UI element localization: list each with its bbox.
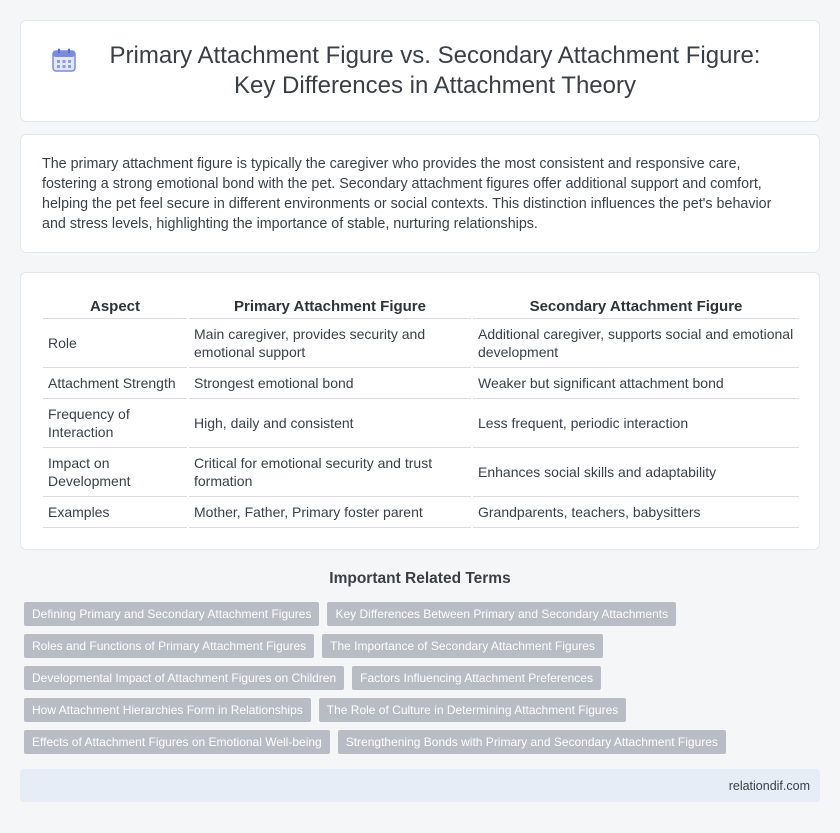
related-term-tag[interactable]: Roles and Functions of Primary Attachment Figures bbox=[24, 634, 314, 658]
related-term-tag[interactable]: The Role of Culture in Determining Attachment Figures bbox=[319, 698, 626, 722]
related-term-tag[interactable]: Key Differences Between Primary and Secondary Attachments bbox=[327, 602, 676, 626]
table-row bbox=[43, 447, 799, 496]
related-terms-list bbox=[24, 602, 824, 762]
table-cell: Strongest emotional bond bbox=[188, 367, 472, 398]
table-row bbox=[43, 367, 799, 398]
related-term-tag[interactable]: Factors Influencing Attachment Preferences bbox=[352, 666, 601, 690]
table-row bbox=[43, 318, 799, 367]
footer bbox=[20, 769, 820, 802]
intro-card bbox=[20, 134, 820, 253]
comparison-table bbox=[43, 296, 799, 528]
column-header-aspect: Aspect bbox=[43, 296, 188, 318]
page-title: Primary Attachment Figure vs. Secondary Attachment Figure: Key Differences in Attachment Theory bbox=[109, 42, 761, 99]
related-term-tag[interactable]: Strengthening Bonds with Primary and Secondary Attachment Figures bbox=[338, 730, 726, 754]
table-cell: Critical for emotional security and trust formation bbox=[188, 447, 472, 496]
table-cell: High, daily and consistent bbox=[188, 398, 472, 447]
table-cell: Weaker but significant attachment bond bbox=[472, 367, 799, 398]
table-cell: Enhances social skills and adaptability bbox=[472, 447, 799, 496]
table-row bbox=[43, 398, 799, 447]
related-term-tag[interactable]: Defining Primary and Secondary Attachment Figures bbox=[24, 602, 319, 626]
table-cell: Role bbox=[43, 318, 188, 367]
column-header-secondary: Secondary Attachment Figure bbox=[472, 296, 799, 318]
table-cell: Less frequent, periodic interaction bbox=[472, 398, 799, 447]
table-cell: Grandparents, teachers, babysitters bbox=[472, 496, 799, 527]
table-cell: Additional caregiver, supports social and emotional development bbox=[472, 318, 799, 367]
table-row bbox=[43, 496, 799, 527]
table-cell: Mother, Father, Primary foster parent bbox=[188, 496, 472, 527]
column-header-primary: Primary Attachment Figure bbox=[188, 296, 472, 318]
footer-site-link[interactable]: relationdif.com bbox=[728, 778, 810, 793]
table-header-row bbox=[43, 296, 799, 318]
header-card bbox=[20, 20, 820, 122]
related-term-tag[interactable]: How Attachment Hierarchies Form in Relationships bbox=[24, 698, 311, 722]
related-terms-heading: Important Related Terms bbox=[329, 570, 511, 587]
related-term-tag[interactable]: Developmental Impact of Attachment Figures on Children bbox=[24, 666, 344, 690]
table-cell: Main caregiver, provides security and emotional support bbox=[188, 318, 472, 367]
table-cell: Attachment Strength bbox=[43, 367, 188, 398]
comparison-table-card bbox=[20, 272, 820, 550]
intro-text: The primary attachment figure is typically the caregiver who provides the most consistent and responsive care, fostering a strong emotional bond with the pet. Secondary attachment figures offer additional support and comfort, helping the pet feel secure in different environments or social contexts. This distinction influences the pet's behavior and stress levels, highlighting the importance of stable, nurturing relationships. bbox=[42, 156, 772, 232]
related-term-tag[interactable]: The Importance of Secondary Attachment Figures bbox=[322, 634, 603, 658]
table-cell: Frequency of Interaction bbox=[43, 398, 188, 447]
table-cell: Examples bbox=[43, 496, 188, 527]
table-cell: Impact on Development bbox=[43, 447, 188, 496]
related-term-tag[interactable]: Effects of Attachment Figures on Emotional Well-being bbox=[24, 730, 330, 754]
